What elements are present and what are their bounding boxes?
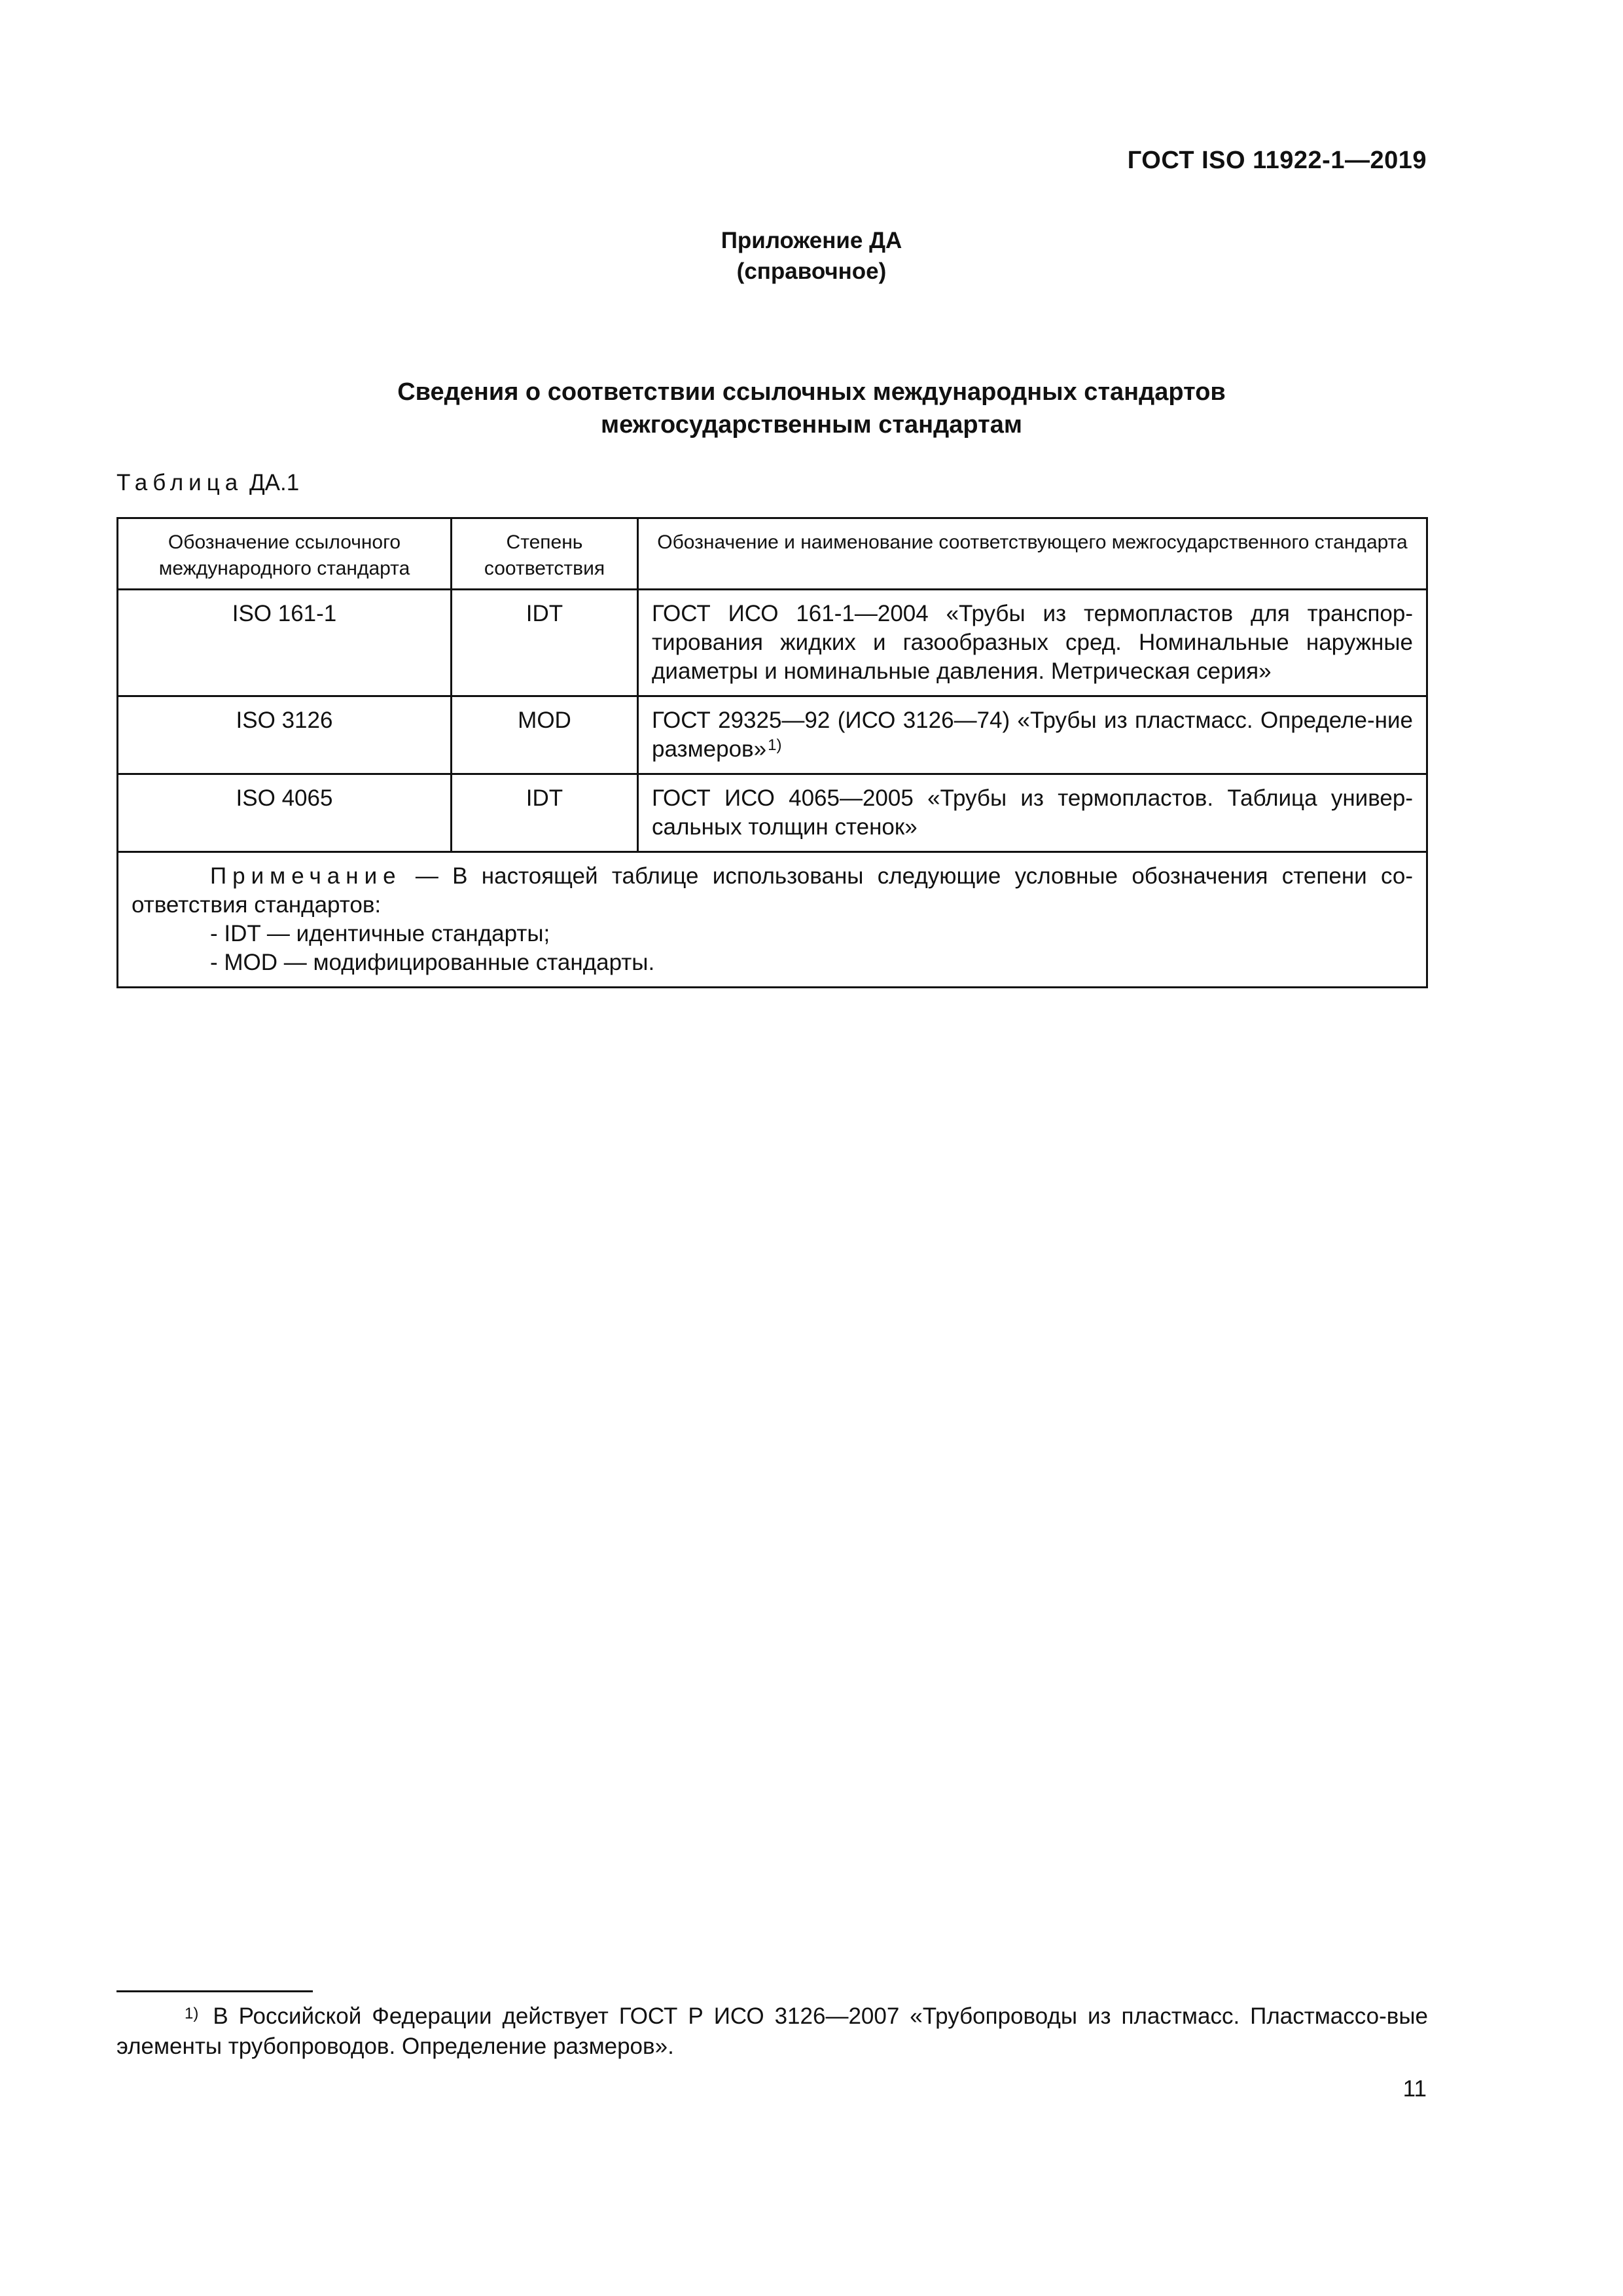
cell-standard: ГОСТ ИСО 4065—2005 «Трубы из термопластов. Таблица универ-сальных толщин стенок» [638, 774, 1427, 852]
annex-title-line-2: межгосударственным стандартам [601, 411, 1022, 439]
cell-standard [638, 696, 1427, 774]
annex-label: Приложение ДА [721, 228, 902, 253]
table-header-row [118, 518, 1427, 590]
annex-kind: (справочное) [736, 259, 887, 284]
footnote-mark: 1) [185, 2005, 199, 2022]
cell-standard-text: ГОСТ 29325—92 (ИСО 3126—74) «Трубы из пластмасс. Определе-ние размеров» [652, 708, 1413, 762]
table-row [118, 774, 1427, 852]
note-intro [132, 862, 1413, 920]
header-reference-standard: Обозначение ссылочного международного стандарта [118, 518, 452, 590]
annex-heading [0, 225, 1623, 287]
table-caption-number: ДА.1 [249, 470, 300, 495]
cell-degree: MOD [452, 696, 638, 774]
table-note [118, 852, 1427, 988]
table-caption [116, 470, 299, 496]
footnote [116, 2001, 1428, 2062]
cell-degree: IDT [452, 774, 638, 852]
table-caption-word: Таблица [116, 470, 243, 495]
cell-reference: ISO 4065 [118, 774, 452, 852]
note-item-idt: - IDT — идентичные стандарты; [210, 921, 550, 946]
footnote-text: В Российской Федерации действует ГОСТ Р ИСО 3126—2007 «Трубопроводы из пластмасс. Пластмассо-вые элементы трубопроводов. Определение размеров». [116, 2003, 1428, 2059]
table-row [118, 696, 1427, 774]
cell-reference: ISO 3126 [118, 696, 452, 774]
note-label: Примечание [210, 863, 402, 889]
footnote-divider [116, 1990, 313, 1992]
annex-title [0, 376, 1623, 441]
table-row [118, 590, 1427, 696]
page-number: 11 [1402, 2076, 1427, 2102]
footnote-reference: 1) [768, 736, 782, 754]
correspondence-table [116, 517, 1428, 988]
annex-title-line-1: Сведения о соответствии ссылочных международных стандартов [397, 378, 1226, 406]
cell-degree: IDT [452, 590, 638, 696]
cell-standard: ГОСТ ИСО 161-1—2004 «Трубы из термопластов для транспор-тирования жидких и газообразных сред. Номинальные наружные диаметры и номинальные давления. Метрическая серия» [638, 590, 1427, 696]
header-interstate-standard: Обозначение и наименование соответствующего межгосударственного стандарта [638, 518, 1427, 590]
cell-reference: ISO 161-1 [118, 590, 452, 696]
note-text: — В настоящей таблице использованы следующие условные обозначения степени со-ответствия стандартов: [132, 863, 1413, 918]
document-code: ГОСТ ISO 11922-1—2019 [1127, 147, 1427, 174]
table-note-row [118, 852, 1427, 988]
note-item-mod: - MOD — модифицированные стандарты. [210, 950, 655, 975]
header-degree: Степень соответствия [452, 518, 638, 590]
